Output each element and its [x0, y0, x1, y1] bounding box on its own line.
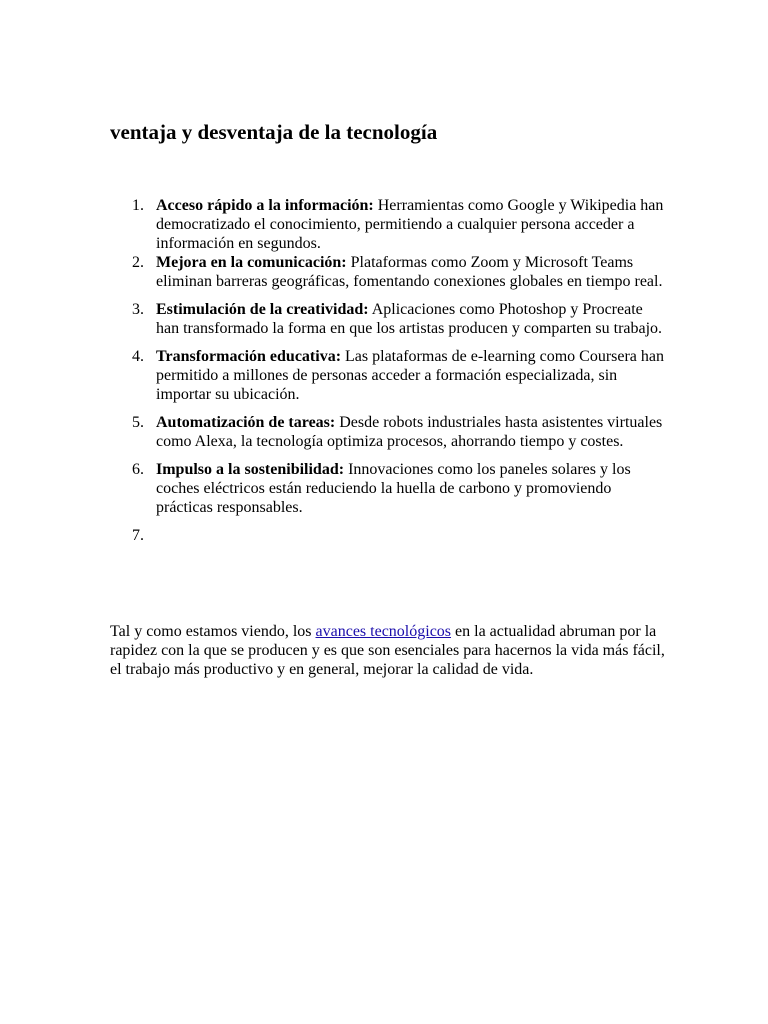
item-title: Impulso a la sostenibilidad: — [156, 461, 345, 478]
list-number: 4. — [132, 348, 144, 365]
advantages-list — [132, 196, 666, 545]
closing-paragraph — [110, 622, 666, 679]
item-title: Mejora en la comunicación: — [156, 254, 347, 271]
list-item — [132, 253, 666, 291]
list-item — [132, 413, 666, 451]
item-text: Desde robots industriales hasta asistentes virtuales como Alexa, la tecnología optimiza procesos, ahorrando tiempo y costes. — [156, 414, 663, 450]
item-title: Automatización de tareas: — [156, 414, 336, 431]
item-title: Acceso rápido a la información: — [156, 197, 374, 214]
item-text: Innovaciones como los paneles solares y los coches eléctricos están reduciendo la huella de carbono y promoviendo prácticas responsables. — [156, 461, 631, 516]
item-text: Herramientas como Google y Wikipedia han democratizado el conocimiento, permitiendo a cualquier persona acceder a información en segundos. — [156, 197, 664, 252]
item-text: Aplicaciones como Photoshop y Procreate han transformado la forma en que los artistas producen y comparten su trabajo. — [156, 301, 663, 337]
closing-text-after: en la actualidad abruman por la rapidez con la que se producen y es que son esenciales para hacernos la vida más fácil, el trabajo más productivo y en general, mejorar la calidad de vida. — [110, 623, 665, 678]
list-item — [132, 300, 666, 338]
closing-text-before: Tal y como estamos viendo, los — [110, 623, 316, 640]
list-item — [132, 460, 666, 517]
list-number: 1. — [132, 197, 144, 214]
list-item — [132, 347, 666, 404]
list-number: 3. — [132, 301, 144, 318]
item-title: Transformación educativa: — [156, 348, 342, 365]
list-number: 5. — [132, 414, 144, 431]
list-number: 7. — [132, 527, 144, 544]
document-title: ventaja y desventaja de la tecnología — [110, 120, 438, 144]
list-item — [132, 526, 666, 545]
list-item — [132, 196, 666, 253]
item-title: Estimulación de la creatividad: — [156, 301, 369, 318]
item-text: Las plataformas de e-learning como Coursera han permitido a millones de personas acceder a formación especializada, sin importar su ubicación. — [156, 348, 664, 403]
list-number: 2. — [132, 254, 144, 271]
avances-tecnologicos-link[interactable]: avances tecnológicos — [315, 623, 452, 640]
item-text: Plataformas como Zoom y Microsoft Teams eliminan barreras geográficas, fomentando conexiones globales en tiempo real. — [156, 254, 663, 290]
list-number: 6. — [132, 461, 144, 478]
